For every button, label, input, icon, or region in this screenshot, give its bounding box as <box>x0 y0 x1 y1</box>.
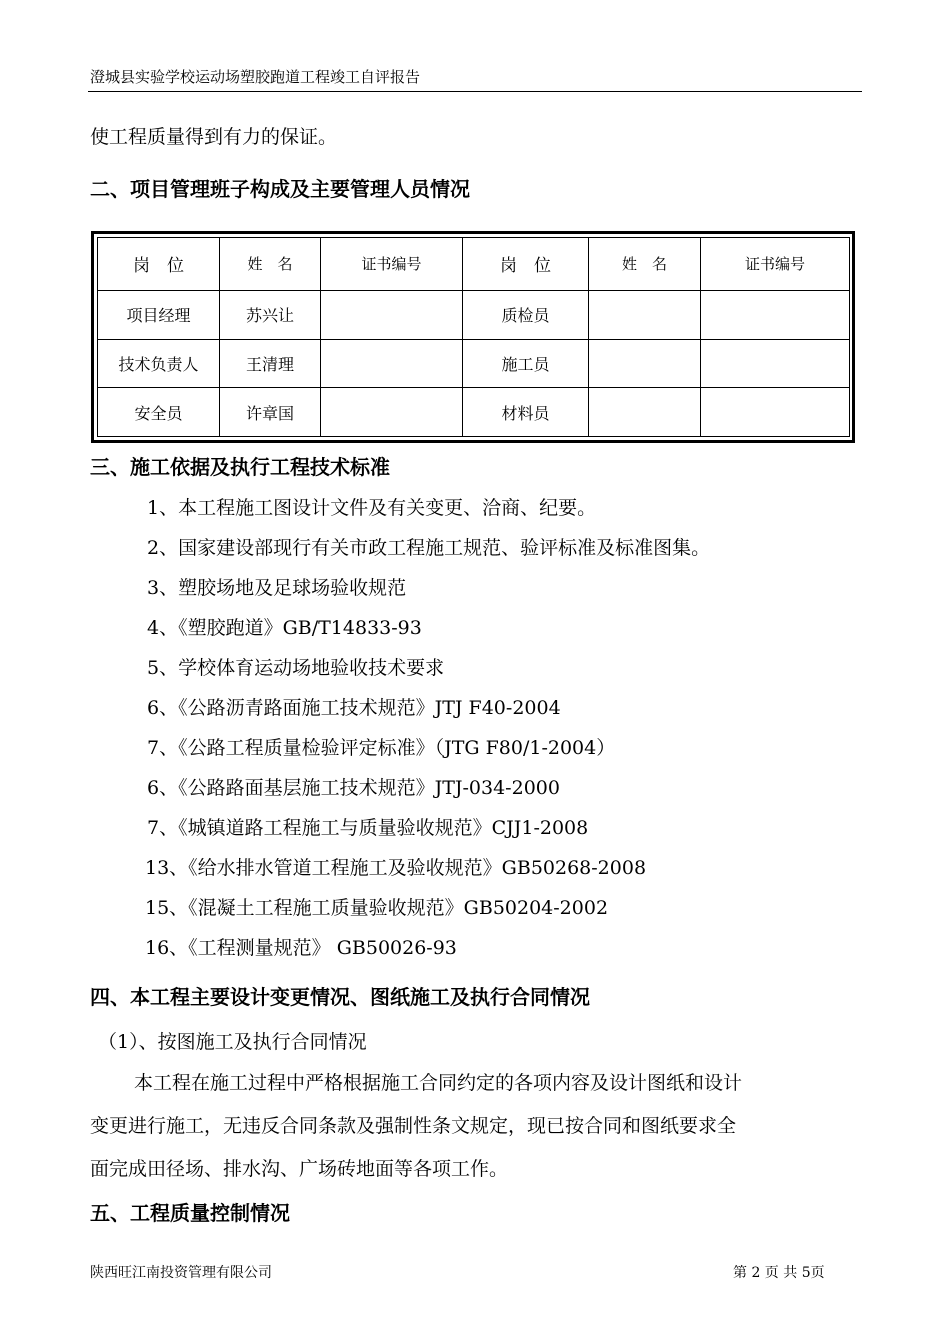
list-item: 15、《混凝土工程施工质量验收规范》GB50204-2002 <box>145 897 609 919</box>
header-cell-position: 岗 位 <box>463 238 589 291</box>
header-cell-certificate: 证书编号 <box>701 238 850 291</box>
table-cell: 材料员 <box>463 388 589 437</box>
staff-table-header-row <box>98 238 850 291</box>
table-cell <box>701 290 850 339</box>
header-cell-certificate: 证书编号 <box>321 238 463 291</box>
list-item: 16、《工程测量规范》 GB50026-93 <box>145 937 457 959</box>
table-cell <box>701 339 850 388</box>
table-row <box>98 290 850 339</box>
paragraph-line: 本工程在施工过程中严格根据施工合同约定的各项内容及设计图纸和设计 <box>134 1072 743 1094</box>
table-cell <box>589 290 701 339</box>
section-4-subheading: （1）、按图施工及执行合同情况 <box>98 1031 367 1053</box>
list-item: 7、《城镇道路工程施工与质量验收规范》CJJ1-2008 <box>147 817 589 839</box>
staff-table <box>97 237 850 437</box>
list-item: 1、本工程施工图设计文件及有关变更、洽商、纪要。 <box>147 497 597 519</box>
header-cell-position: 岗 位 <box>98 238 220 291</box>
table-cell <box>589 388 701 437</box>
table-cell: 施工员 <box>463 339 589 388</box>
footer-page-number: 第 2 页 共 5页 <box>733 1265 825 1281</box>
list-item: 6、《公路路面基层施工技术规范》JTJ-034-2000 <box>147 777 560 799</box>
intro-line: 使工程质量得到有力的保证。 <box>90 126 338 148</box>
table-cell: 许章国 <box>220 388 321 437</box>
table-cell: 技术负责人 <box>98 339 220 388</box>
list-item: 5、学校体育运动场地验收技术要求 <box>147 657 445 679</box>
header-rule <box>88 91 862 92</box>
list-item: 13、《给水排水管道工程施工及验收规范》GB50268-2008 <box>145 857 647 879</box>
table-cell <box>321 339 463 388</box>
table-cell <box>589 339 701 388</box>
table-cell: 苏兴让 <box>220 290 321 339</box>
list-item: 6、《公路沥青路面施工技术规范》JTJ F40-2004 <box>147 697 561 719</box>
list-item: 3、塑胶场地及足球场验收规范 <box>147 577 407 599</box>
list-item: 4、《塑胶跑道》GB/T14833-93 <box>147 617 422 639</box>
list-item: 2、国家建设部现行有关市政工程施工规范、验评标准及标准图集。 <box>147 537 711 559</box>
table-cell: 安全员 <box>98 388 220 437</box>
footer-company: 陕西旺江南投资管理有限公司 <box>90 1265 272 1281</box>
list-item: 7、《公路工程质量检验评定标准》（JTG F80/1-2004） <box>147 737 616 759</box>
paragraph-line: 变更进行施工，无违反合同条款及强制性条文规定，现已按合同和图纸要求全 <box>90 1115 737 1137</box>
document-header-title: 澄城县实验学校运动场塑胶跑道工程竣工自评报告 <box>90 68 421 86</box>
paragraph-line: 面完成田径场、排水沟、广场砖地面等各项工作。 <box>90 1158 509 1180</box>
table-row <box>98 339 850 388</box>
table-cell: 王清理 <box>220 339 321 388</box>
section-4-heading: 四、本工程主要设计变更情况、图纸施工及执行合同情况 <box>90 985 590 1009</box>
section-5-heading: 五、工程质量控制情况 <box>90 1201 290 1225</box>
section-3-heading: 三、施工依据及执行工程技术标准 <box>90 455 390 479</box>
table-cell: 质检员 <box>463 290 589 339</box>
table-row <box>98 388 850 437</box>
header-cell-name: 姓 名 <box>220 238 321 291</box>
table-cell <box>321 290 463 339</box>
header-cell-name: 姓 名 <box>589 238 701 291</box>
table-cell <box>321 388 463 437</box>
section-2-heading: 二、项目管理班子构成及主要管理人员情况 <box>90 177 470 201</box>
table-cell <box>701 388 850 437</box>
table-cell: 项目经理 <box>98 290 220 339</box>
staff-table-frame <box>91 231 855 443</box>
